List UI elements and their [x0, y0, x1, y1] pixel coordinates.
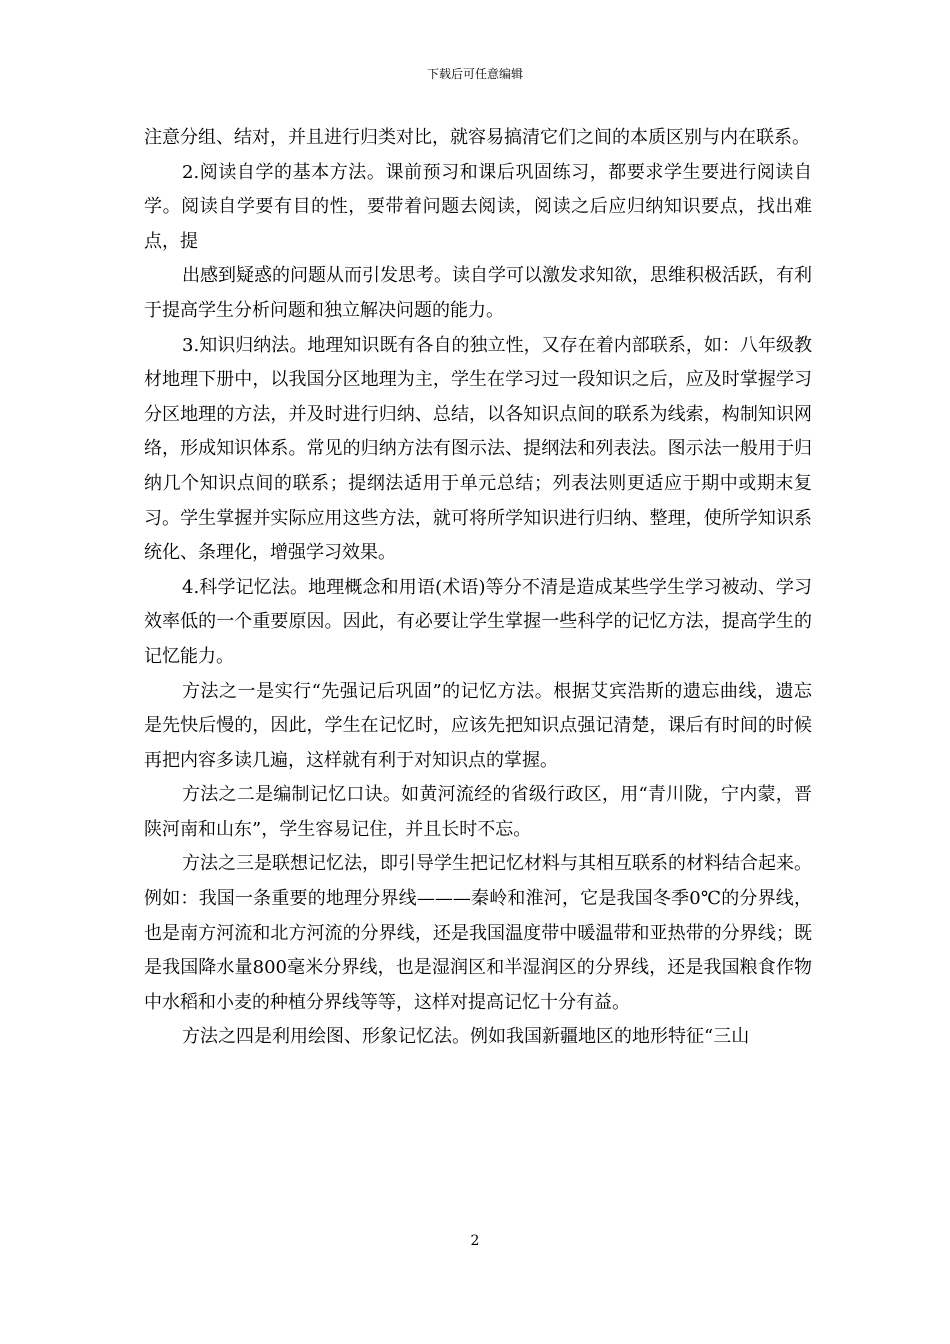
paragraph: 方法之一是实行“先强记后巩固”的记忆方法。根据艾宾浩斯的遗忘曲线，遗忘是先快后慢的，因此，学生在记忆时，应该先把知识点强记清楚，课后有时间的时候再把内容多读几遍，这样就有利于对知识点的掌握。: [144, 680, 812, 771]
paragraph: 3.知识归纳法。地理知识既有各自的独立性，又存在着内部联系，如：八年级教材地理下册中，以我国分区地理为主，学生在学习过一段知识之后，应及时掌握学习分区地理的方法，并及时进行归纳、总结，以各知识点间的联系为线索，构制知识网络，形成知识体系。常见的归纳方法有图示法、提纲法和列表法。图示法一般用于归纳几个知识点间的联系；提纲法适用于单元总结；列表法则更适应于期中或期末复习。学生掌握并实际应用这些方法，就可将所学知识进行归纳、整理，使所学知识系统化、条理化，增强学习效果。: [144, 334, 812, 564]
paragraph: 出感到疑惑的问题从而引发思考。读自学可以激发求知欲，思维积极活跃，有利于提高学生分析问题和独立解决问题的能力。: [144, 265, 812, 321]
paragraph: 方法之四是利用绘图、形象记忆法。例如我国新疆地区的地形特征“三山: [182, 1026, 750, 1048]
paragraph: 注意分组、结对，并且进行归类对比，就容易搞清它们之间的本质区别与内在联系。: [144, 127, 810, 148]
paragraph: 方法之二是编制记忆口诀。如黄河流经的省级行政区，用“青川陇，宁内蒙，晋陕河南和山东”，学生容易记住，并且长时不忘。: [144, 784, 812, 840]
document-body: [144, 121, 812, 1055]
paragraph: 4.科学记忆法。地理概念和用语(术语)等分不清是造成某些学生学习被动、学习效率低的一个重要原因。因此，有必要让学生掌握一些科学的记忆方法，提高学生的记忆能力。: [144, 576, 812, 667]
paragraph: 2.阅读自学的基本方法。课前预习和课后巩固练习，都要求学生要进行阅读自学。阅读自学要有目的性，要带着问题去阅读，阅读之后应归纳知识要点，找出难点，提: [144, 161, 812, 252]
page-header: 下载后可任意编辑: [426, 67, 523, 81]
page-number: 2: [470, 1233, 480, 1249]
paragraph: 方法之三是联想记忆法，即引导学生把记忆材料与其相互联系的材料结合起来。例如：我国一条重要的地理分界线———秦岭和淮河，它是我国冬季0℃的分界线，也是南方河流和北方河流的分界线，还是我国温度带中暖温带和亚热带的分界线；既是我国降水量800毫米分界线，也是湿润区和半湿润区的分界线，还是我国粮食作物中水稻和小麦的种植分界线等等，这样对提高记忆十分有益。: [144, 853, 812, 1013]
